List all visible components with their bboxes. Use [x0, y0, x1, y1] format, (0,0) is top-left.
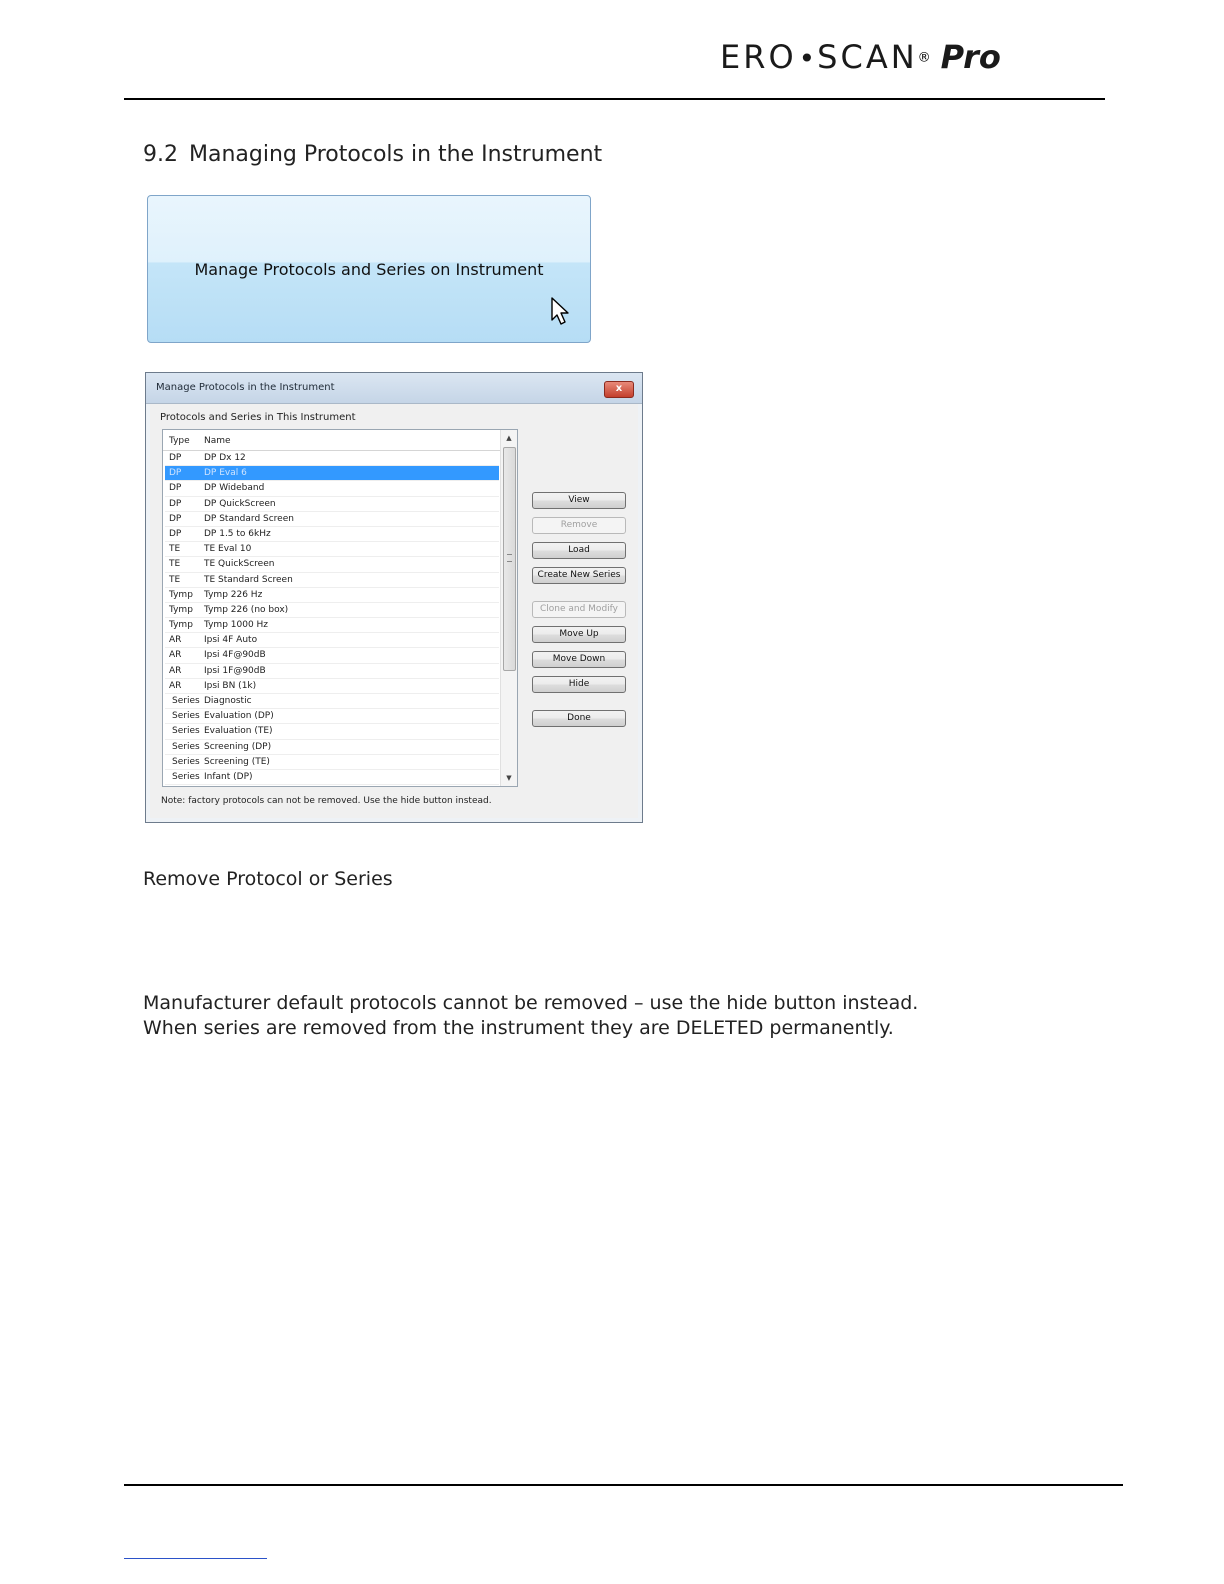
done-button[interactable]: Done: [532, 710, 626, 727]
row-type: AR: [169, 680, 182, 691]
row-name: Ipsi 1F@90dB: [204, 665, 266, 676]
row-type: Series: [172, 741, 200, 752]
manage-protocols-dialog: [145, 372, 643, 823]
list-row[interactable]: [165, 603, 499, 618]
row-name: Tymp 226 Hz: [204, 589, 263, 600]
section-title: Managing Protocols in the Instrument: [189, 142, 603, 167]
logo-registered-mark: ®: [917, 50, 931, 66]
move-down-button[interactable]: Move Down: [532, 651, 626, 668]
close-icon[interactable]: x: [604, 381, 634, 398]
create-new-series-button[interactable]: Create New Series: [532, 567, 626, 584]
list-row[interactable]: [165, 770, 499, 785]
manage-protocols-button[interactable]: [147, 195, 591, 343]
dialog-title: Manage Protocols in the Instrument: [156, 382, 335, 393]
row-type: TE: [169, 559, 181, 570]
row-type: AR: [169, 635, 182, 646]
hide-button[interactable]: Hide: [532, 676, 626, 693]
dialog-client-area: [150, 404, 638, 818]
row-type: DP: [169, 498, 182, 509]
row-name: DP Wideband: [204, 483, 265, 494]
section-heading: [143, 142, 602, 167]
remove-button[interactable]: Remove: [532, 517, 626, 534]
list-row[interactable]: [165, 451, 499, 466]
row-name: TE QuickScreen: [204, 559, 275, 570]
row-name: Ipsi BN (1k): [204, 680, 257, 691]
list-header: [163, 430, 501, 451]
row-type: DP: [169, 453, 182, 463]
list-row[interactable]: [165, 573, 499, 588]
row-type: Series: [172, 696, 200, 706]
row-name: Infant (DP): [204, 771, 253, 782]
clone-and-modify-button[interactable]: Clone and Modify: [532, 601, 626, 618]
list-row[interactable]: [165, 694, 499, 709]
list-row[interactable]: [165, 497, 499, 512]
row-name: DP Standard Screen: [204, 513, 294, 524]
move-up-button[interactable]: Move Up: [532, 626, 626, 643]
footer-rule: [124, 1484, 1123, 1486]
list-row[interactable]: [165, 648, 499, 663]
logo-text-ero: ERO: [720, 38, 797, 76]
body-text-line-1: Manufacturer default protocols cannot be removed – use the hide button instead.: [143, 992, 919, 1014]
logo-dot: •: [798, 42, 816, 75]
list-row[interactable]: [165, 679, 499, 694]
row-name: TE Standard Screen: [204, 574, 293, 585]
list-row[interactable]: [165, 557, 499, 572]
body-text-line-2: When series are removed from the instrument they are DELETED permanently.: [143, 1017, 894, 1039]
list-row[interactable]: [165, 618, 499, 633]
scroll-up-arrow-icon[interactable]: ▲: [506, 434, 512, 442]
list-row[interactable]: [165, 633, 499, 648]
row-name: Evaluation (TE): [204, 726, 273, 737]
list-row[interactable]: [165, 664, 499, 679]
row-type: Tymp: [169, 620, 193, 631]
protocol-rows: [163, 451, 501, 785]
row-name: TE Eval 10: [204, 544, 252, 555]
section-number: 9.2: [143, 142, 178, 167]
scroll-down-arrow-icon[interactable]: ▼: [506, 774, 512, 782]
row-name: DP QuickScreen: [204, 498, 276, 509]
row-name: Ipsi 4F Auto: [204, 635, 258, 646]
protocols-listbox[interactable]: [162, 429, 518, 787]
list-row[interactable]: [165, 481, 499, 496]
row-type: Series: [172, 711, 200, 722]
row-type: DP: [169, 483, 182, 494]
list-row[interactable]: [165, 512, 499, 527]
view-button[interactable]: View: [532, 492, 626, 509]
list-row[interactable]: [165, 542, 499, 557]
logo-text-scan: SCAN: [817, 38, 918, 76]
row-name: Screening (TE): [204, 756, 270, 767]
row-name: DP 1.5 to 6kHz: [204, 528, 271, 539]
list-row[interactable]: [165, 466, 499, 481]
mouse-pointer-icon: [550, 296, 572, 326]
row-name: Diagnostic: [204, 696, 252, 706]
remove-protocol-subheading: Remove Protocol or Series: [143, 868, 393, 890]
row-name: DP Dx 12: [204, 453, 246, 463]
row-type: DP: [169, 528, 182, 539]
row-name: Tymp 226 (no box): [204, 604, 289, 615]
row-type: TE: [169, 574, 181, 585]
row-type: Series: [172, 726, 200, 737]
row-type: AR: [169, 650, 182, 661]
manage-protocols-button-label: Manage Protocols and Series on Instrument: [194, 260, 544, 279]
header-rule: [124, 98, 1105, 100]
list-row[interactable]: [165, 724, 499, 739]
row-type: Series: [172, 756, 200, 767]
column-header-type[interactable]: Type: [169, 436, 190, 446]
column-header-name[interactable]: Name: [204, 436, 231, 446]
list-row[interactable]: [165, 755, 499, 770]
row-name: Screening (DP): [204, 741, 272, 752]
eroscan-pro-logo: [720, 38, 1001, 78]
row-type: DP: [169, 468, 182, 479]
row-name: Ipsi 4F@90dB: [204, 650, 266, 661]
list-row[interactable]: [165, 709, 499, 724]
list-row[interactable]: [165, 588, 499, 603]
row-type: TE: [169, 544, 181, 555]
scrollbar-thumb[interactable]: [503, 447, 516, 671]
row-type: AR: [169, 665, 182, 676]
row-type: DP: [169, 513, 182, 524]
vertical-scrollbar[interactable]: [500, 430, 517, 786]
list-row[interactable]: [165, 527, 499, 542]
scrollbar-grip: [507, 554, 512, 562]
dialog-titlebar: [146, 373, 642, 404]
row-type: Series: [172, 771, 200, 782]
row-name: Tymp 1000 Hz: [204, 620, 269, 631]
row-type: Tymp: [169, 589, 193, 600]
row-type: Tymp: [169, 604, 193, 615]
row-name: Evaluation (DP): [204, 711, 274, 722]
load-button[interactable]: Load: [532, 542, 626, 559]
footer-link-underline[interactable]: [124, 1558, 267, 1559]
protocols-list-label: Protocols and Series in This Instrument: [160, 412, 356, 423]
logo-text-pro: Pro: [940, 38, 1001, 76]
list-row[interactable]: [165, 740, 499, 755]
factory-protocols-note: Note: factory protocols can not be removed. Use the hide button instead.: [161, 796, 492, 806]
row-name: DP Eval 6: [204, 468, 247, 479]
